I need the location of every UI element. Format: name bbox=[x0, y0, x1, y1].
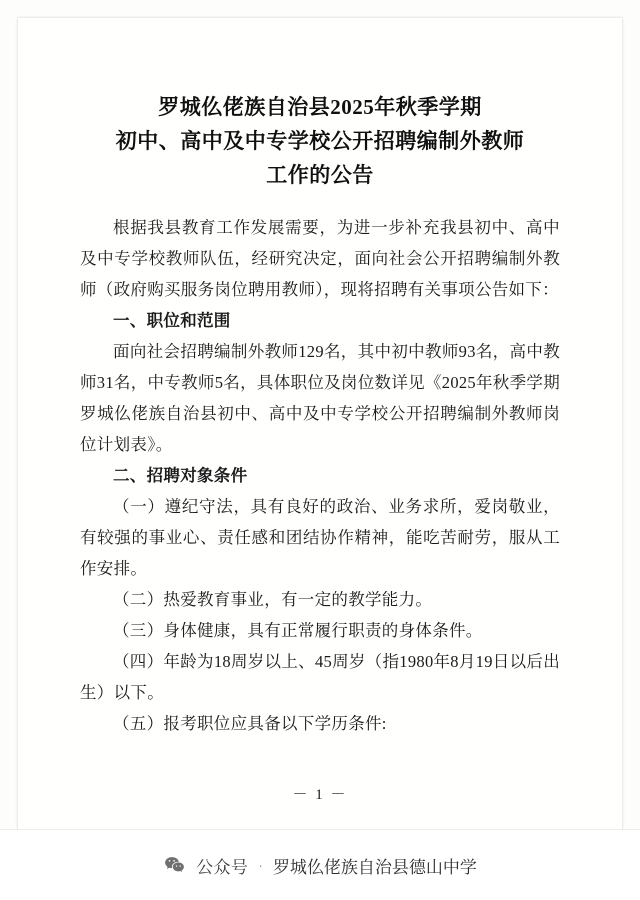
paragraph-condition-5: （五）报考职位应具备以下学历条件: bbox=[113, 714, 387, 733]
section-heading-1: 一、职位和范围 bbox=[113, 311, 231, 330]
document-content bbox=[18, 18, 622, 830]
paragraph-condition-2: （二）热爱教育事业，有一定的教学能力。 bbox=[113, 590, 433, 609]
document-body bbox=[80, 212, 560, 739]
footer-separator: · bbox=[258, 857, 263, 873]
wechat-icon bbox=[163, 854, 186, 877]
document-sheet bbox=[18, 18, 622, 830]
paragraph-condition-4: （四）年龄为18周岁以上、45周岁（指1980年8月19日以后出生）以下。 bbox=[80, 652, 560, 702]
paragraph-condition-3: （三）身体健康，具有正常履行职责的身体条件。 bbox=[113, 621, 483, 640]
footer-bar bbox=[0, 829, 640, 900]
page-title-line-3: 工作的公告 bbox=[266, 163, 374, 187]
paragraph-condition-1: （一）遵纪守法，具有良好的政治、业务求所，爱岗敬业，有较强的事业心、责任感和团结协作精神，能吃苦耐劳，服从工作安排。 bbox=[80, 497, 560, 578]
paragraph-intro: 根据我县教育工作发展需要，为进一步补充我县初中、高中及中专学校教师队伍，经研究决定，面向社会公开招聘编制外教师（政府购买服务岗位聘用教师），现将招聘有关事项公告如下： bbox=[80, 218, 560, 299]
footer-account-name[interactable]: 罗城仫佬族自治县德山中学 bbox=[272, 857, 477, 877]
footer-content[interactable] bbox=[163, 853, 477, 878]
footer-label: 公众号 bbox=[196, 857, 249, 877]
page-number: － 1 － bbox=[292, 787, 348, 803]
section-heading-2: 二、招聘对象条件 bbox=[113, 466, 248, 485]
page-title bbox=[80, 90, 560, 192]
page-title-line-1: 罗城仫佬族自治县2025年秋季学期 bbox=[158, 95, 482, 119]
paragraph-positions: 面向社会招聘编制外教师129名，其中初中教师93名，高中教师31名，中专教师5名，具体职位及岗位数详见《2025年秋季学期罗城仫佬族自治县初中、高中及中专学校公开招聘编制外教师岗位计划表》。 bbox=[80, 342, 560, 454]
page-title-line-2: 初中、高中及中专学校公开招聘编制外教师 bbox=[115, 129, 525, 153]
